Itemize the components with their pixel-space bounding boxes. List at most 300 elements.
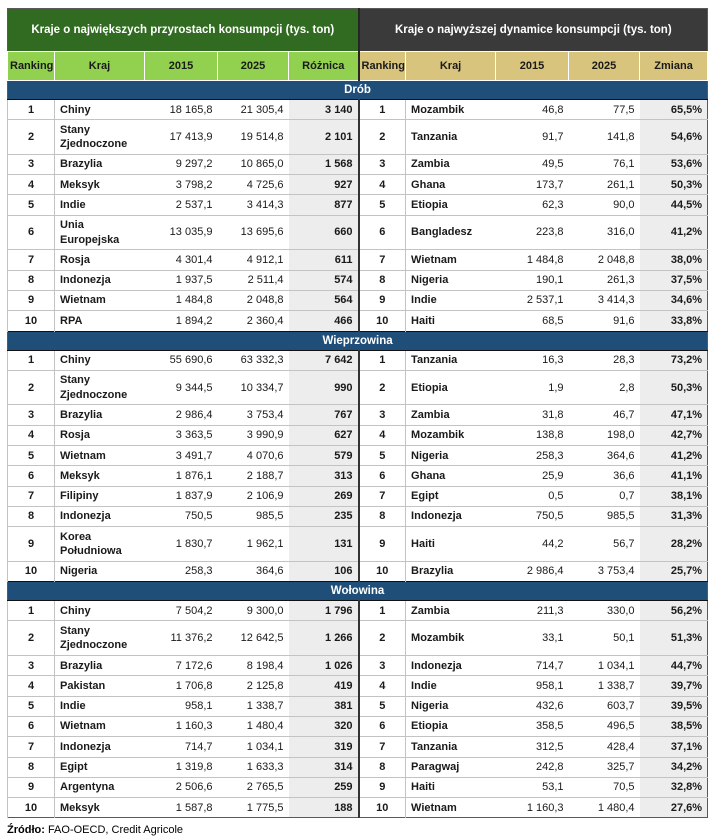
country-cell: Indonezja [406, 656, 496, 676]
value-2025-cell: 2 125,8 [218, 676, 289, 696]
value-2015-cell: 2 506,6 [145, 777, 218, 797]
value-2025-cell: 2 048,8 [569, 250, 640, 270]
diff-cell: 37,5% [640, 270, 708, 290]
diff-cell: 3 140 [289, 100, 359, 120]
value-2025-cell: 12 642,5 [218, 621, 289, 656]
value-2015-cell: 1 876,1 [145, 466, 218, 486]
value-2025-cell: 46,7 [569, 405, 640, 425]
country-cell: Tanzania [406, 350, 496, 370]
value-2015-cell: 7 504,2 [145, 601, 218, 621]
country-cell: Filipiny [55, 486, 145, 506]
table-row [8, 270, 708, 290]
value-2015-cell: 46,8 [496, 100, 569, 120]
table-row [8, 527, 708, 562]
value-2015-cell: 9 344,5 [145, 370, 218, 405]
country-cell: Wietnam [55, 716, 145, 736]
diff-cell: 877 [289, 195, 359, 215]
value-2015-cell: 2 986,4 [145, 405, 218, 425]
table-row [8, 506, 708, 526]
rank-cell: 6 [8, 466, 55, 486]
diff-cell: 990 [289, 370, 359, 405]
column-header-zmiana: Zmiana [640, 52, 708, 81]
value-2015-cell: 358,5 [496, 716, 569, 736]
table-row [8, 290, 708, 310]
value-2015-cell: 1 830,7 [145, 527, 218, 562]
table-row [8, 154, 708, 174]
country-cell: Indonezja [406, 506, 496, 526]
value-2025-cell: 4 070,6 [218, 446, 289, 466]
diff-cell: 34,6% [640, 290, 708, 310]
rank-cell: 5 [8, 696, 55, 716]
country-cell: Meksyk [55, 466, 145, 486]
value-2015-cell: 958,1 [496, 676, 569, 696]
rank-cell: 3 [8, 154, 55, 174]
banner-row [8, 9, 708, 52]
table-row [8, 446, 708, 466]
value-2015-cell: 44,2 [496, 527, 569, 562]
rank-cell: 2 [359, 370, 406, 405]
rank-cell: 5 [359, 696, 406, 716]
rank-cell: 10 [8, 561, 55, 581]
value-2015-cell: 2 537,1 [496, 290, 569, 310]
left-table-title: Kraje o największych przyrostach konsumpcji (tys. ton) [8, 9, 359, 52]
source-label: Źródło: [7, 824, 45, 836]
section-header: Drób [8, 81, 708, 100]
table-row [8, 486, 708, 506]
value-2025-cell: 3 414,3 [569, 290, 640, 310]
table-row [8, 798, 708, 818]
value-2025-cell: 50,1 [569, 621, 640, 656]
diff-cell: 106 [289, 561, 359, 581]
column-header-ranking-right: Ranking [359, 52, 406, 81]
table-row [8, 405, 708, 425]
rank-cell: 9 [8, 777, 55, 797]
country-cell: Pakistan [55, 676, 145, 696]
country-cell: Indie [406, 676, 496, 696]
diff-cell: 1 026 [289, 656, 359, 676]
rank-cell: 4 [359, 676, 406, 696]
value-2025-cell: 198,0 [569, 425, 640, 445]
value-2015-cell: 9 297,2 [145, 154, 218, 174]
table-row [8, 215, 708, 250]
table-row [8, 601, 708, 621]
value-2015-cell: 3 491,7 [145, 446, 218, 466]
value-2025-cell: 63 332,3 [218, 350, 289, 370]
value-2025-cell: 3 990,9 [218, 425, 289, 445]
value-2025-cell: 1 480,4 [569, 798, 640, 818]
rank-cell: 8 [8, 506, 55, 526]
value-2015-cell: 258,3 [496, 446, 569, 466]
value-2015-cell: 33,1 [496, 621, 569, 656]
value-2015-cell: 3 798,2 [145, 175, 218, 195]
table-row [8, 561, 708, 581]
diff-cell: 37,1% [640, 737, 708, 757]
rank-cell: 7 [359, 486, 406, 506]
rank-cell: 7 [8, 250, 55, 270]
value-2025-cell: 19 514,8 [218, 120, 289, 155]
rank-cell: 2 [359, 621, 406, 656]
table-row [8, 777, 708, 797]
country-cell: Indonezja [55, 506, 145, 526]
diff-cell: 39,7% [640, 676, 708, 696]
country-cell: RPA [55, 311, 145, 331]
diff-cell: 2 101 [289, 120, 359, 155]
country-cell: Bangladesz [406, 215, 496, 250]
country-cell: Zambia [406, 154, 496, 174]
rank-cell: 9 [359, 527, 406, 562]
source-text: FAO-OECD, Credit Agricole [44, 824, 184, 836]
value-2025-cell: 10 334,7 [218, 370, 289, 405]
country-cell: Mozambik [406, 100, 496, 120]
diff-cell: 54,6% [640, 120, 708, 155]
rank-cell: 10 [359, 561, 406, 581]
value-2015-cell: 31,8 [496, 405, 569, 425]
country-cell: Indonezja [55, 737, 145, 757]
value-2015-cell: 1,9 [496, 370, 569, 405]
value-2015-cell: 1 587,8 [145, 798, 218, 818]
value-2025-cell: 2 106,9 [218, 486, 289, 506]
column-header-roznica: Różnica [289, 52, 359, 81]
country-cell: Brazylia [55, 154, 145, 174]
diff-cell: 38,0% [640, 250, 708, 270]
rank-cell: 10 [359, 798, 406, 818]
value-2015-cell: 13 035,9 [145, 215, 218, 250]
country-cell: Meksyk [55, 175, 145, 195]
country-cell: Brazylia [55, 405, 145, 425]
value-2015-cell: 18 165,8 [145, 100, 218, 120]
rank-cell: 2 [8, 120, 55, 155]
table-row [8, 311, 708, 331]
value-2015-cell: 1 160,3 [496, 798, 569, 818]
value-2025-cell: 2,8 [569, 370, 640, 405]
table-row [8, 656, 708, 676]
table-row [8, 425, 708, 445]
value-2015-cell: 714,7 [145, 737, 218, 757]
diff-cell: 41,2% [640, 215, 708, 250]
country-cell: Tanzania [406, 120, 496, 155]
value-2015-cell: 17 413,9 [145, 120, 218, 155]
rank-cell: 5 [359, 195, 406, 215]
rank-cell: 9 [8, 527, 55, 562]
diff-cell: 47,1% [640, 405, 708, 425]
rank-cell: 4 [8, 676, 55, 696]
value-2025-cell: 4 725,6 [218, 175, 289, 195]
value-2015-cell: 11 376,2 [145, 621, 218, 656]
rank-cell: 10 [359, 311, 406, 331]
value-2015-cell: 91,7 [496, 120, 569, 155]
diff-cell: 1 266 [289, 621, 359, 656]
column-header-2025-right: 2025 [569, 52, 640, 81]
country-cell: Stany Zjednoczone [55, 370, 145, 405]
value-2015-cell: 211,3 [496, 601, 569, 621]
country-cell: Paragwaj [406, 757, 496, 777]
diff-cell: 269 [289, 486, 359, 506]
diff-cell: 313 [289, 466, 359, 486]
table-row [8, 370, 708, 405]
value-2025-cell: 2 188,7 [218, 466, 289, 486]
value-2015-cell: 1 937,5 [145, 270, 218, 290]
column-header-kraj-left: Kraj [55, 52, 145, 81]
country-cell: Zambia [406, 601, 496, 621]
country-cell: Indie [406, 290, 496, 310]
value-2015-cell: 1 706,8 [145, 676, 218, 696]
right-table-title: Kraje o najwyższej dynamice konsumpcji (tys. ton) [359, 9, 708, 52]
diff-cell: 39,5% [640, 696, 708, 716]
consumption-table [7, 8, 708, 818]
table-row [8, 250, 708, 270]
diff-cell: 42,7% [640, 425, 708, 445]
value-2015-cell: 432,6 [496, 696, 569, 716]
table-row [8, 737, 708, 757]
country-cell: Haiti [406, 311, 496, 331]
rank-cell: 6 [8, 215, 55, 250]
source-note [7, 824, 707, 836]
section-header: Wołowina [8, 582, 708, 601]
country-cell: Indie [55, 696, 145, 716]
column-header-kraj-right: Kraj [406, 52, 496, 81]
diff-cell: 7 642 [289, 350, 359, 370]
value-2025-cell: 70,5 [569, 777, 640, 797]
diff-cell: 927 [289, 175, 359, 195]
value-2025-cell: 603,7 [569, 696, 640, 716]
diff-cell: 44,7% [640, 656, 708, 676]
diff-cell: 564 [289, 290, 359, 310]
value-2025-cell: 428,4 [569, 737, 640, 757]
value-2015-cell: 2 537,1 [145, 195, 218, 215]
diff-cell: 1 796 [289, 601, 359, 621]
rank-cell: 9 [359, 290, 406, 310]
rank-cell: 7 [359, 737, 406, 757]
value-2025-cell: 325,7 [569, 757, 640, 777]
diff-cell: 611 [289, 250, 359, 270]
country-cell: Zambia [406, 405, 496, 425]
rank-cell: 1 [359, 601, 406, 621]
value-2025-cell: 2 360,4 [218, 311, 289, 331]
diff-cell: 767 [289, 405, 359, 425]
diff-cell: 41,1% [640, 466, 708, 486]
table-row [8, 466, 708, 486]
rank-cell: 4 [8, 175, 55, 195]
value-2015-cell: 4 301,4 [145, 250, 218, 270]
value-2025-cell: 91,6 [569, 311, 640, 331]
value-2025-cell: 8 198,4 [218, 656, 289, 676]
country-cell: Argentyna [55, 777, 145, 797]
country-cell: Mozambik [406, 621, 496, 656]
rank-cell: 9 [8, 290, 55, 310]
country-cell: Nigeria [406, 696, 496, 716]
country-cell: Haiti [406, 527, 496, 562]
value-2015-cell: 0,5 [496, 486, 569, 506]
rank-cell: 2 [8, 370, 55, 405]
rank-cell: 6 [359, 215, 406, 250]
country-cell: Ghana [406, 175, 496, 195]
country-cell: Indie [55, 195, 145, 215]
rank-cell: 8 [359, 506, 406, 526]
column-header-ranking-left: Ranking [8, 52, 55, 81]
section-band-row [8, 81, 708, 100]
value-2025-cell: 1 338,7 [218, 696, 289, 716]
value-2015-cell: 258,3 [145, 561, 218, 581]
diff-cell: 25,7% [640, 561, 708, 581]
country-cell: Ghana [406, 466, 496, 486]
value-2025-cell: 2 511,4 [218, 270, 289, 290]
value-2015-cell: 55 690,6 [145, 350, 218, 370]
diff-cell: 32,8% [640, 777, 708, 797]
value-2025-cell: 141,8 [569, 120, 640, 155]
diff-cell: 381 [289, 696, 359, 716]
rank-cell: 6 [359, 466, 406, 486]
value-2025-cell: 2 048,8 [218, 290, 289, 310]
section-band-row [8, 331, 708, 350]
value-2025-cell: 90,0 [569, 195, 640, 215]
value-2015-cell: 312,5 [496, 737, 569, 757]
rank-cell: 1 [8, 350, 55, 370]
value-2025-cell: 56,7 [569, 527, 640, 562]
value-2025-cell: 1 034,1 [218, 737, 289, 757]
country-cell: Chiny [55, 601, 145, 621]
diff-cell: 73,2% [640, 350, 708, 370]
value-2015-cell: 1 484,8 [496, 250, 569, 270]
table-row [8, 696, 708, 716]
diff-cell: 188 [289, 798, 359, 818]
diff-cell: 50,3% [640, 175, 708, 195]
value-2015-cell: 53,1 [496, 777, 569, 797]
diff-cell: 319 [289, 737, 359, 757]
section-header: Wieprzowina [8, 331, 708, 350]
value-2015-cell: 958,1 [145, 696, 218, 716]
value-2025-cell: 3 753,4 [218, 405, 289, 425]
diff-cell: 38,5% [640, 716, 708, 736]
rank-cell: 7 [359, 250, 406, 270]
value-2025-cell: 316,0 [569, 215, 640, 250]
table-row [8, 621, 708, 656]
value-2015-cell: 714,7 [496, 656, 569, 676]
value-2025-cell: 1 775,5 [218, 798, 289, 818]
country-cell: Chiny [55, 100, 145, 120]
country-cell: Nigeria [55, 561, 145, 581]
country-cell: Etiopia [406, 716, 496, 736]
table-row [8, 175, 708, 195]
diff-cell: 51,3% [640, 621, 708, 656]
value-2025-cell: 985,5 [569, 506, 640, 526]
rank-cell: 7 [8, 486, 55, 506]
value-2025-cell: 4 912,1 [218, 250, 289, 270]
table-row [8, 716, 708, 736]
table-row [8, 757, 708, 777]
diff-cell: 627 [289, 425, 359, 445]
value-2025-cell: 77,5 [569, 100, 640, 120]
value-2025-cell: 21 305,4 [218, 100, 289, 120]
value-2025-cell: 3 753,4 [569, 561, 640, 581]
country-cell: Nigeria [406, 270, 496, 290]
value-2015-cell: 68,5 [496, 311, 569, 331]
value-2015-cell: 242,8 [496, 757, 569, 777]
section-band-row [8, 582, 708, 601]
country-cell: Tanzania [406, 737, 496, 757]
rank-cell: 2 [8, 621, 55, 656]
country-cell: Chiny [55, 350, 145, 370]
rank-cell: 3 [359, 405, 406, 425]
diff-cell: 314 [289, 757, 359, 777]
value-2015-cell: 1 319,8 [145, 757, 218, 777]
value-2025-cell: 1 480,4 [218, 716, 289, 736]
value-2025-cell: 261,1 [569, 175, 640, 195]
value-2025-cell: 28,3 [569, 350, 640, 370]
country-cell: Egipt [55, 757, 145, 777]
rank-cell: 5 [8, 446, 55, 466]
rank-cell: 4 [8, 425, 55, 445]
country-cell: Wietnam [406, 798, 496, 818]
country-cell: Rosja [55, 250, 145, 270]
rank-cell: 1 [8, 601, 55, 621]
diff-cell: 1 568 [289, 154, 359, 174]
value-2025-cell: 1 338,7 [569, 676, 640, 696]
rank-cell: 4 [359, 425, 406, 445]
rank-cell: 5 [8, 195, 55, 215]
rank-cell: 1 [359, 100, 406, 120]
value-2025-cell: 330,0 [569, 601, 640, 621]
value-2025-cell: 1 962,1 [218, 527, 289, 562]
column-header-2015-right: 2015 [496, 52, 569, 81]
diff-cell: 574 [289, 270, 359, 290]
column-header-2015-left: 2015 [145, 52, 218, 81]
rank-cell: 7 [8, 737, 55, 757]
country-cell: Brazylia [55, 656, 145, 676]
diff-cell: 31,3% [640, 506, 708, 526]
rank-cell: 3 [359, 656, 406, 676]
diff-cell: 660 [289, 215, 359, 250]
value-2025-cell: 364,6 [569, 446, 640, 466]
value-2015-cell: 62,3 [496, 195, 569, 215]
diff-cell: 235 [289, 506, 359, 526]
country-cell: Meksyk [55, 798, 145, 818]
value-2015-cell: 16,3 [496, 350, 569, 370]
table-row [8, 195, 708, 215]
country-cell: Etiopia [406, 370, 496, 405]
country-cell: Etiopia [406, 195, 496, 215]
country-cell: Wietnam [55, 446, 145, 466]
value-2015-cell: 1 484,8 [145, 290, 218, 310]
diff-cell: 131 [289, 527, 359, 562]
value-2025-cell: 0,7 [569, 486, 640, 506]
diff-cell: 28,2% [640, 527, 708, 562]
rank-cell: 2 [359, 120, 406, 155]
country-cell: Mozambik [406, 425, 496, 445]
country-cell: Brazylia [406, 561, 496, 581]
value-2015-cell: 3 363,5 [145, 425, 218, 445]
value-2015-cell: 173,7 [496, 175, 569, 195]
rank-cell: 4 [359, 175, 406, 195]
diff-cell: 33,8% [640, 311, 708, 331]
diff-cell: 320 [289, 716, 359, 736]
value-2015-cell: 223,8 [496, 215, 569, 250]
rank-cell: 5 [359, 446, 406, 466]
diff-cell: 466 [289, 311, 359, 331]
country-cell: Nigeria [406, 446, 496, 466]
diff-cell: 41,2% [640, 446, 708, 466]
rank-cell: 8 [8, 757, 55, 777]
value-2015-cell: 49,5 [496, 154, 569, 174]
rank-cell: 9 [359, 777, 406, 797]
value-2025-cell: 9 300,0 [218, 601, 289, 621]
country-cell: Egipt [406, 486, 496, 506]
value-2025-cell: 1 633,3 [218, 757, 289, 777]
value-2015-cell: 7 172,6 [145, 656, 218, 676]
value-2025-cell: 10 865,0 [218, 154, 289, 174]
diff-cell: 27,6% [640, 798, 708, 818]
rank-cell: 3 [8, 405, 55, 425]
rank-cell: 8 [359, 270, 406, 290]
